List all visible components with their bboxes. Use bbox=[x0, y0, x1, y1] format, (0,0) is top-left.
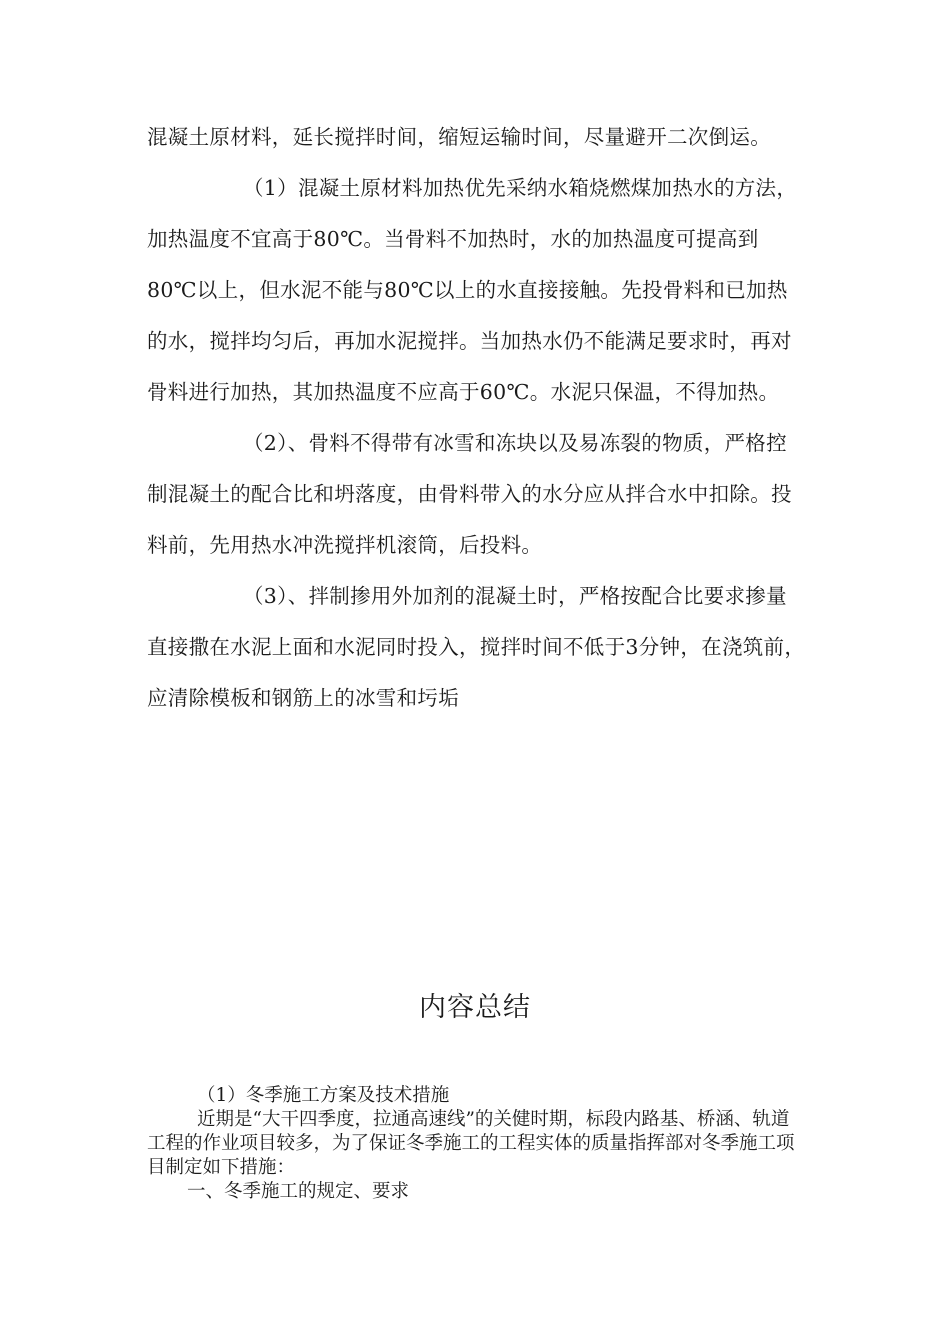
summary-heading: （1）冬季施工方案及技术措施 bbox=[197, 1085, 450, 1106]
summary-block bbox=[147, 1084, 797, 1204]
paragraph-item-2: （2）、骨料不得带有冰雪和冻块以及易冻裂的物质，严格控制混凝土的配合比和坍落度，由骨料带入的水分应从拌合水中扣除。投料前，先用热水冲洗搅拌机滚筒，后投料。 bbox=[147, 431, 792, 557]
body-text-block bbox=[147, 112, 807, 724]
paragraph-continuation: 混凝土原材料，延长搅拌时间，缩短运输时间，尽量避开二次倒运。 bbox=[147, 125, 771, 149]
summary-paragraph: 近期是“大干四季度，拉通高速线”的关健时期，标段内路基、桥涵、轨道工程的作业项目较多，为了保证冬季施工的工程实体的质量指挥部对冬季施工项目制定如下措施： bbox=[147, 1109, 795, 1178]
paragraph-item-3: （3）、拌制掺用外加剂的混凝土时，严格按配合比要求掺量直接撒在水泥上面和水泥同时投入，搅拌时间不低于3分钟，在浇筑前，应清除模板和钢筋上的冰雪和圬垢 bbox=[147, 584, 806, 710]
summary-subheading: 一、冬季施工的规定、要求 bbox=[187, 1181, 410, 1202]
paragraph-item-1: （1）混凝土原材料加热优先采纳水箱烧燃煤加热水的方法，加热温度不宜高于80℃。当骨料不加热时，水的加热温度可提高到80℃以上，但水泥不能与80℃以上的水直接接触。先投骨料和已加热的水，搅拌均匀后，再加水泥搅拌。当加热水仍不能满足要求时，再对骨料进行加热，其加热温度不应高于60℃。水泥只保温，不得加热。 bbox=[147, 176, 798, 404]
summary-title: 内容总结 bbox=[419, 992, 531, 1023]
